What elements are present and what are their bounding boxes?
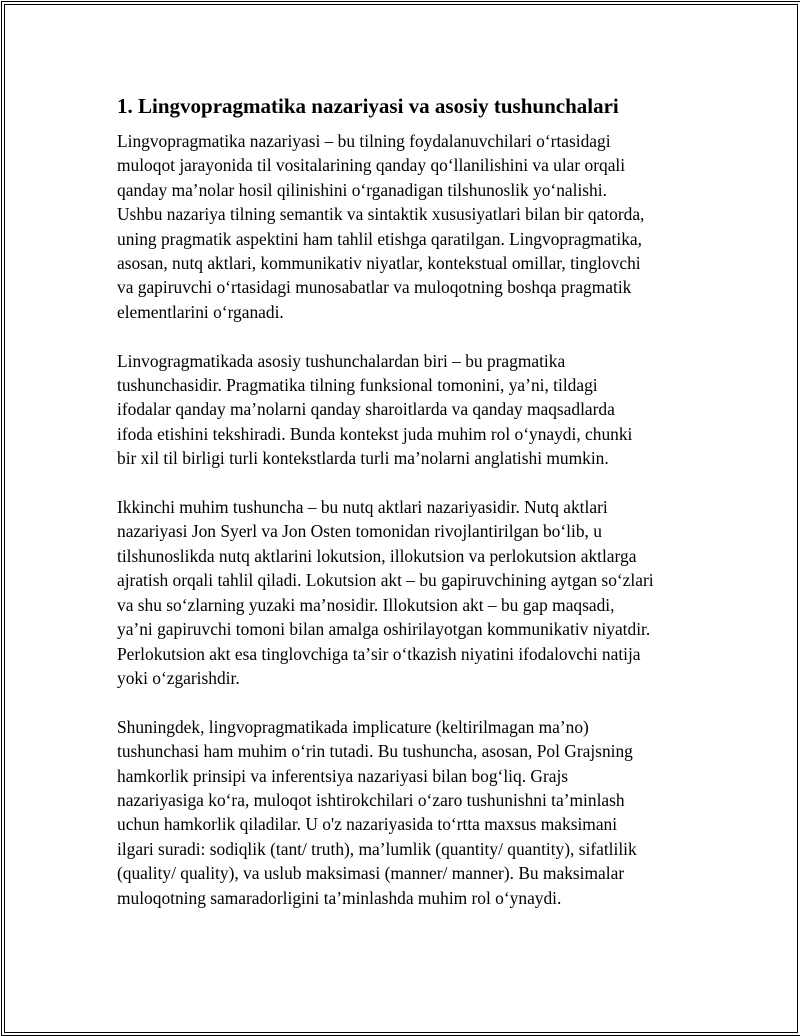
paragraph-4 [117, 715, 697, 910]
text-line: yoki oʻzgarishdir. [117, 667, 240, 688]
text-line: ilgari suradi: sodiqlik (tant/ truth), maʼlumlik (quantity/ quantity), sifatlilik [117, 838, 637, 859]
text-line: va shu soʻzlarning yuzaki maʼnosidir. Illokutsion akt – bu gap maqsadi, [117, 594, 615, 615]
section-heading: 1. Lingvopragmatika nazariyasi va asosiy tushunchalari [117, 94, 619, 118]
text-line: elementlarini oʻrganadi. [117, 301, 284, 322]
text-line: qanday maʼnolar hosil qilinishini oʻrganadigan tilshunoslik yoʻnalishi. [117, 179, 607, 200]
document-body [117, 93, 697, 934]
text-line: muloqot jarayonida til vositalarining qanday qoʻllanilishini va ular orqali [117, 155, 626, 176]
text-line: uning pragmatik aspektini ham tahlil etishga qaratilgan. Lingvopragmatika, [117, 228, 642, 249]
text-line: hamkorlik prinsipi va inferentsiya nazariyasi bilan bogʻliq. Grajs [117, 765, 569, 786]
text-line: nazariyasi Jon Syerl va Jon Osten tomonidan rivojlantirilgan boʻlib, u [117, 521, 602, 542]
text-line: ifoda etishini tekshiradi. Bunda kontekst juda muhim rol oʻynaydi, chunki [117, 423, 633, 444]
paragraph-2 [117, 349, 697, 471]
text-line: ifodalar qanday maʼnolarni qanday sharoitlarda va qanday maqsadlarda [117, 399, 615, 420]
text-line: nazariyasiga koʻra, muloqot ishtirokchilari oʻzaro tushunishni taʼminlash [117, 789, 625, 810]
text-line: tushunchasidir. Pragmatika tilning funksional tomonini, yaʼni, tildagi [117, 375, 598, 396]
text-line: tushunchasi ham muhim oʻrin tutadi. Bu tushuncha, asosan, Pol Grajsning [117, 741, 633, 762]
text-line: Ushbu nazariya tilning semantik va sintaktik xususiyatlari bilan bir qatorda, [117, 204, 645, 225]
text-line: Perlokutsion akt esa tinglovchiga taʼsir oʻtkazish niyatini ifodalovchi natija [117, 643, 641, 664]
text-line: muloqotning samaradorligini taʼminlashda muhim rol oʻynaydi. [117, 887, 562, 908]
text-line: Ikkinchi muhim tushuncha – bu nutq aktlari nazariyasidir. Nutq aktlari [117, 497, 608, 518]
text-line: ajratish orqali tahlil qiladi. Lokutsion akt – bu gapiruvchining aytgan soʻzlari [117, 570, 654, 591]
text-line: Shuningdek, lingvopragmatikada implicature (keltirilmagan maʼno) [117, 716, 589, 737]
text-line: Lingvopragmatika nazariyasi – bu tilning foydalanuvchilari oʻrtasidagi [117, 131, 611, 151]
text-line: yaʼni gapiruvchi tomoni bilan amalga oshirilayotgan kommunikativ niyatdir. [117, 619, 651, 640]
text-line: bir xil til birligi turli kontekstlarda turli maʼnolarni anglatishi mumkin. [117, 448, 609, 469]
text-line: Linvogragmatikada asosiy tushunchalardan biri – bu pragmatika [117, 350, 566, 371]
text-line: va gapiruvchi oʻrtasidagi munosabatlar va muloqotning boshqa pragmatik [117, 277, 632, 298]
text-line: (quality/ quality), va uslub maksimasi (manner/ manner). Bu maksimalar [117, 863, 625, 884]
paragraph-3 [117, 495, 697, 690]
paragraph-1 [117, 129, 697, 324]
text-line: tilshunoslikda nutq aktlarini lokutsion, illokutsion va perlokutsion aktlarga [117, 545, 637, 566]
text-line: uchun hamkorlik qiladilar. U o'z nazariyasida toʻrtta maxsus maksimani [117, 814, 618, 835]
text-line: asosan, nutq aktlari, kommunikativ niyatlar, kontekstual omillar, tinglovchi [117, 253, 641, 274]
